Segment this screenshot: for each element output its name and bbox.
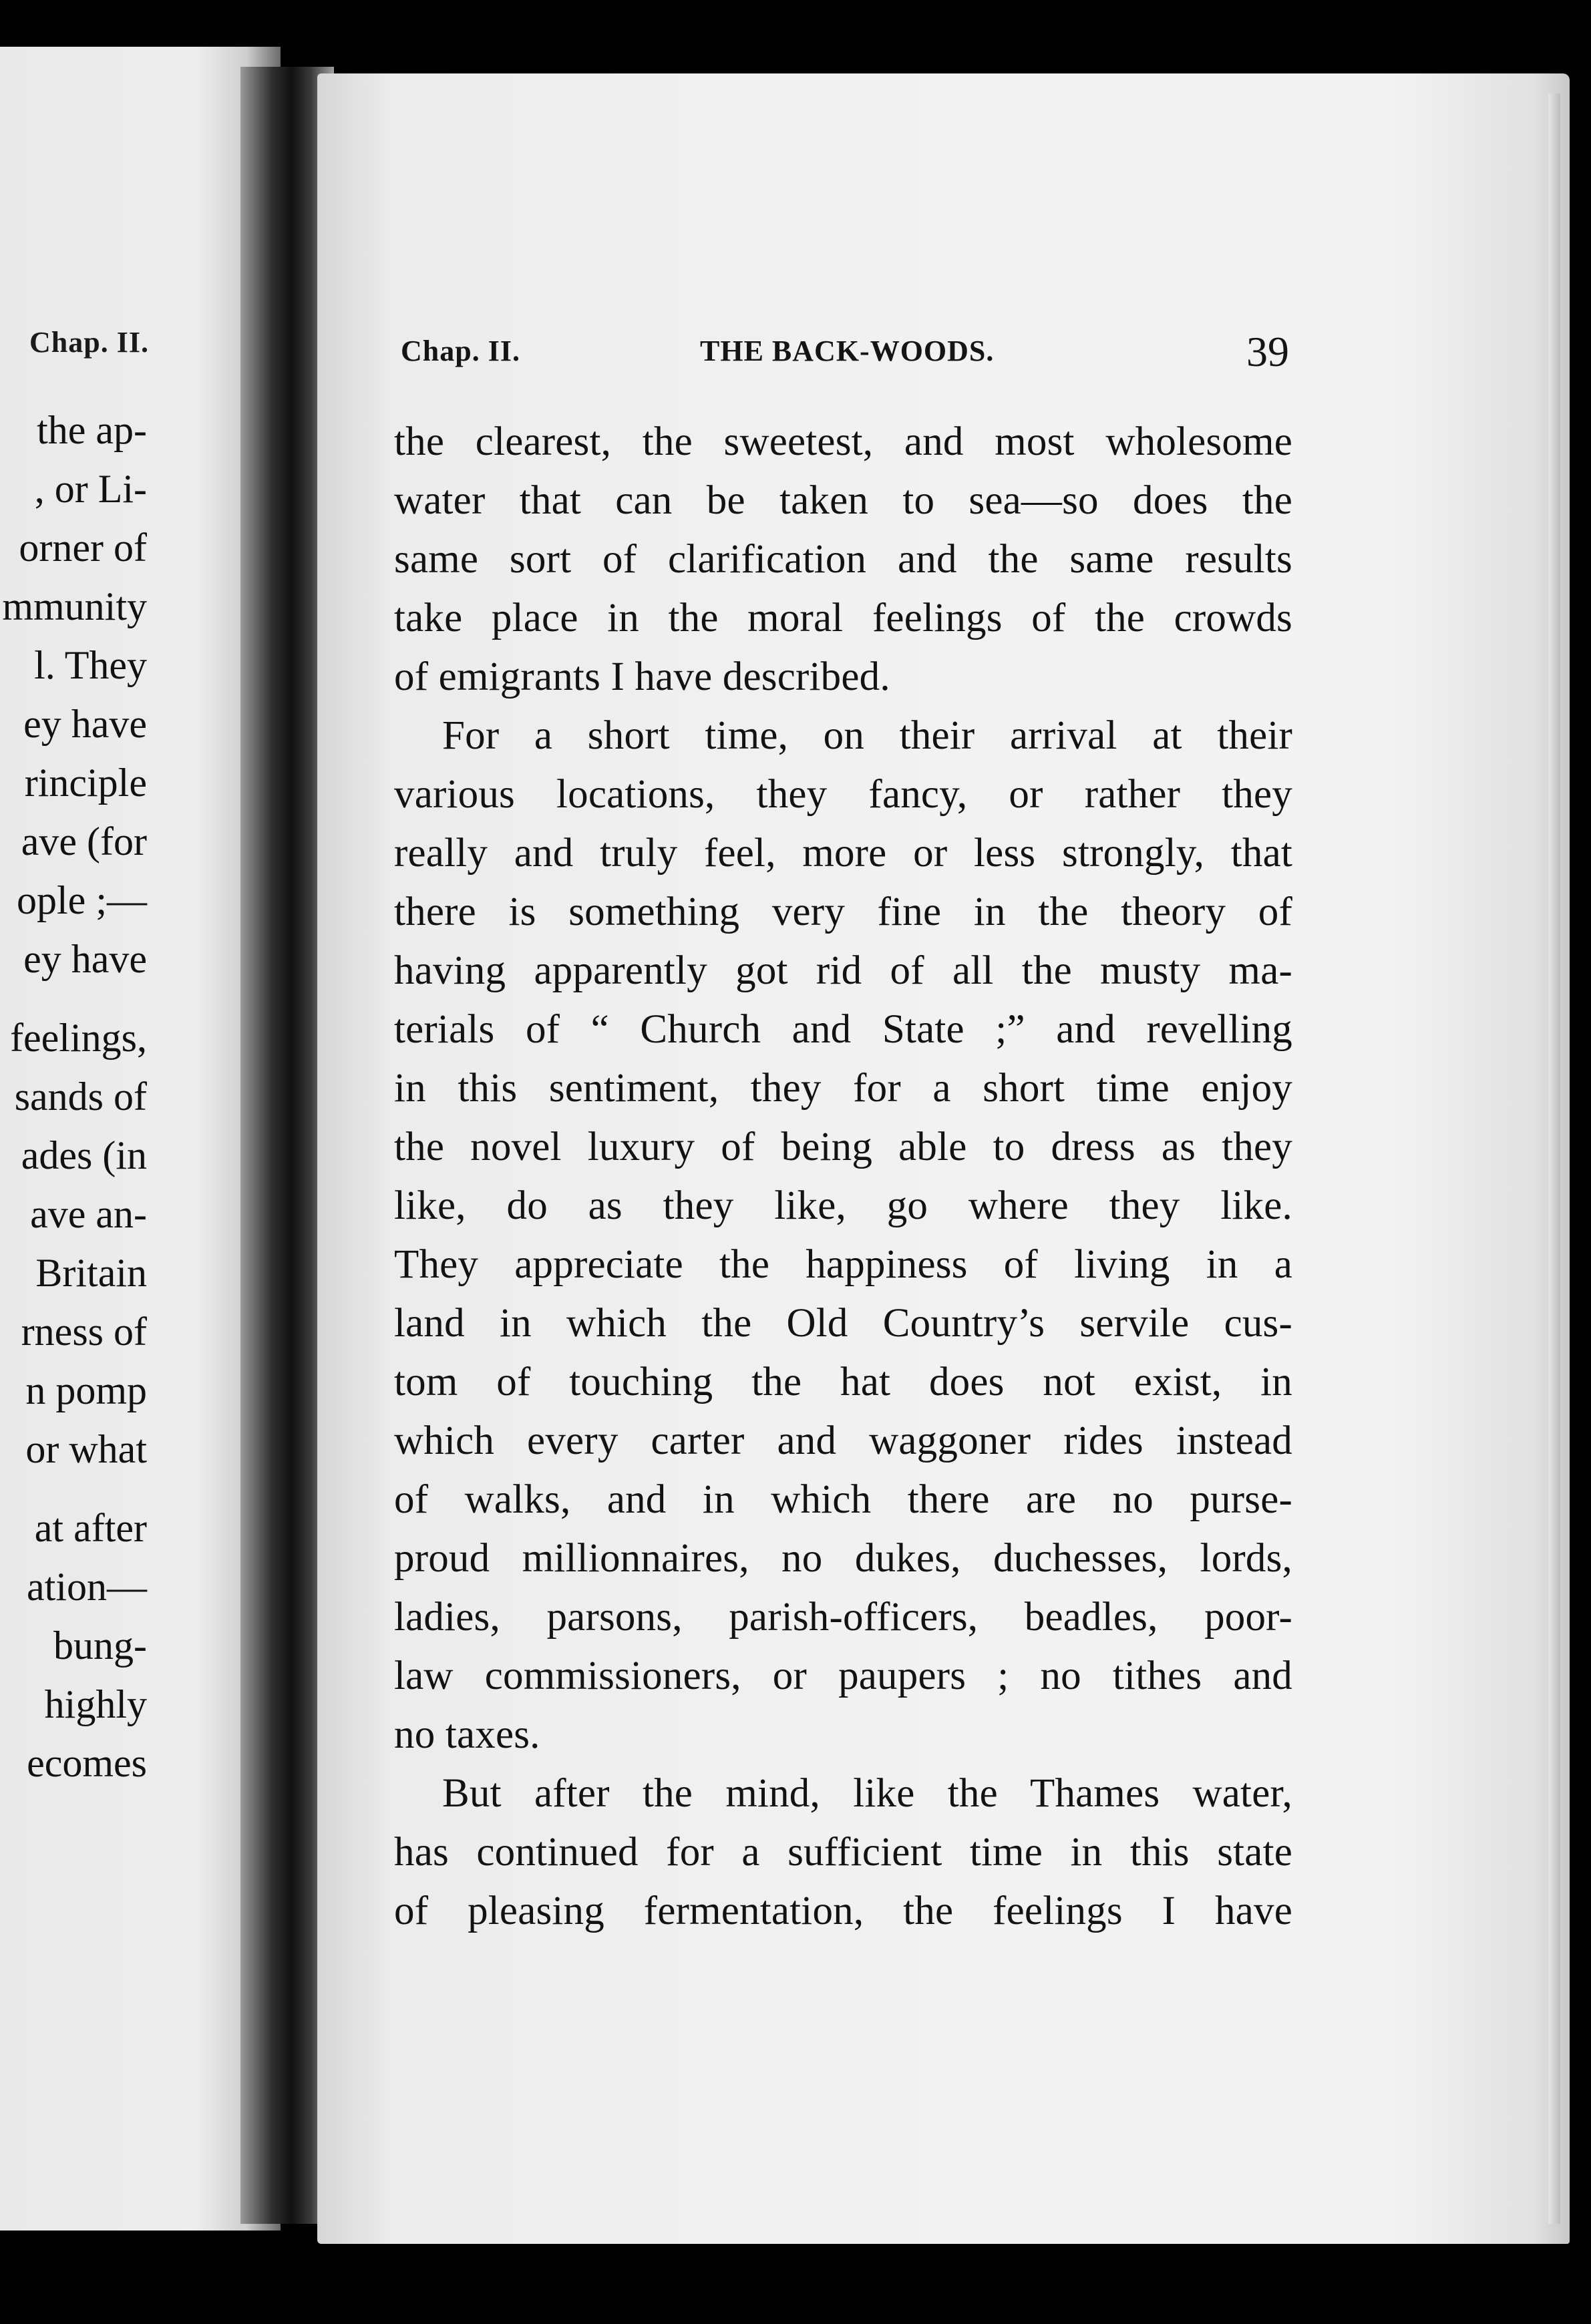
left-line: at after [34,1506,147,1550]
text-line: ladies, parsons, parish-officers, beadles, poor- [394,1595,1292,1639]
text-line: there is something very fine in the theory of [394,890,1292,934]
left-line: ecomes [27,1741,147,1785]
left-line: or what [25,1427,147,1471]
text-line: of walks, and in which there are no purse- [394,1477,1292,1522]
text-line: terials of “ Church and State ;” and revelling [394,1007,1292,1052]
text-line: proud millionnaires, no dukes, duchesses, lords, [394,1536,1292,1581]
left-line: ey have [23,702,147,746]
left-line: sands of [14,1075,147,1119]
paragraph [394,1764,1292,1941]
text-line: tom of touching the hat does not exist, in [394,1360,1292,1404]
text-line: in this sentiment, they for a short time enjoy [394,1066,1292,1111]
paragraph [394,707,1292,1764]
paragraph [394,413,1292,707]
left-line: bung- [53,1623,147,1668]
left-line: ation— [27,1565,147,1609]
page-body [394,413,1292,1941]
left-line: ades (in [21,1133,147,1177]
left-line: ey have [23,937,147,981]
text-line: law commissioners, or paupers ; no tithes and [394,1654,1292,1698]
left-line: n pomp [25,1368,147,1412]
text-line: like, do as they like, go where they like. [394,1183,1292,1228]
text-line: various locations, they fancy, or rather they [394,772,1292,817]
text-line: the novel luxury of being able to dress as they [394,1125,1292,1169]
left-page-text [2,401,147,1792]
page-edge [1548,93,1560,2224]
text-line: They appreciate the happiness of living in a [394,1242,1292,1287]
text-line: the clearest, the sweetest, and most wholesome [394,419,1292,464]
left-line: l. They [34,643,147,687]
text-line: take place in the moral feelings of the crowds [394,596,1292,640]
left-page-header: Chap. II. [29,326,149,359]
running-title: THE BACK-WOODS. [700,335,995,367]
chapter-label: Chap. II. [401,335,520,367]
running-header [401,327,1289,381]
left-line: ave an- [30,1192,147,1236]
left-line: rness of [21,1310,147,1354]
text-line: of pleasing fermentation, the feelings I have [394,1889,1292,1933]
text-line: which every carter and waggoner rides instead [394,1418,1292,1463]
left-line: mmunity [2,584,147,628]
text-line: has continued for a sufficient time in this state [394,1830,1292,1875]
text-line: of emigrants I have described. [394,654,890,699]
text-line: But after the mind, like the Thames water, [442,1771,1292,1816]
text-line: For a short time, on their arrival at their [442,713,1292,758]
text-line: same sort of clarification and the same results [394,537,1292,582]
text-line: really and truly feel, more or less strongly, that [394,831,1292,876]
text-line: no taxes. [394,1712,540,1757]
page-number: 39 [1246,328,1289,375]
left-line: Britain [35,1251,147,1295]
left-line: orner of [19,526,147,570]
text-line: water that can be taken to sea—so does the [394,478,1292,523]
text-line: land in which the Old Country’s servile cus- [394,1301,1292,1346]
left-line: ave (for [21,819,147,863]
left-line: ople ;— [17,878,147,922]
text-line: having apparently got rid of all the musty ma- [394,948,1292,993]
left-line: rinciple [24,761,147,805]
left-line: the ap- [37,408,147,452]
left-line: highly [44,1682,147,1726]
left-line: feelings, [10,1016,147,1060]
left-line: , or Li- [34,467,147,511]
